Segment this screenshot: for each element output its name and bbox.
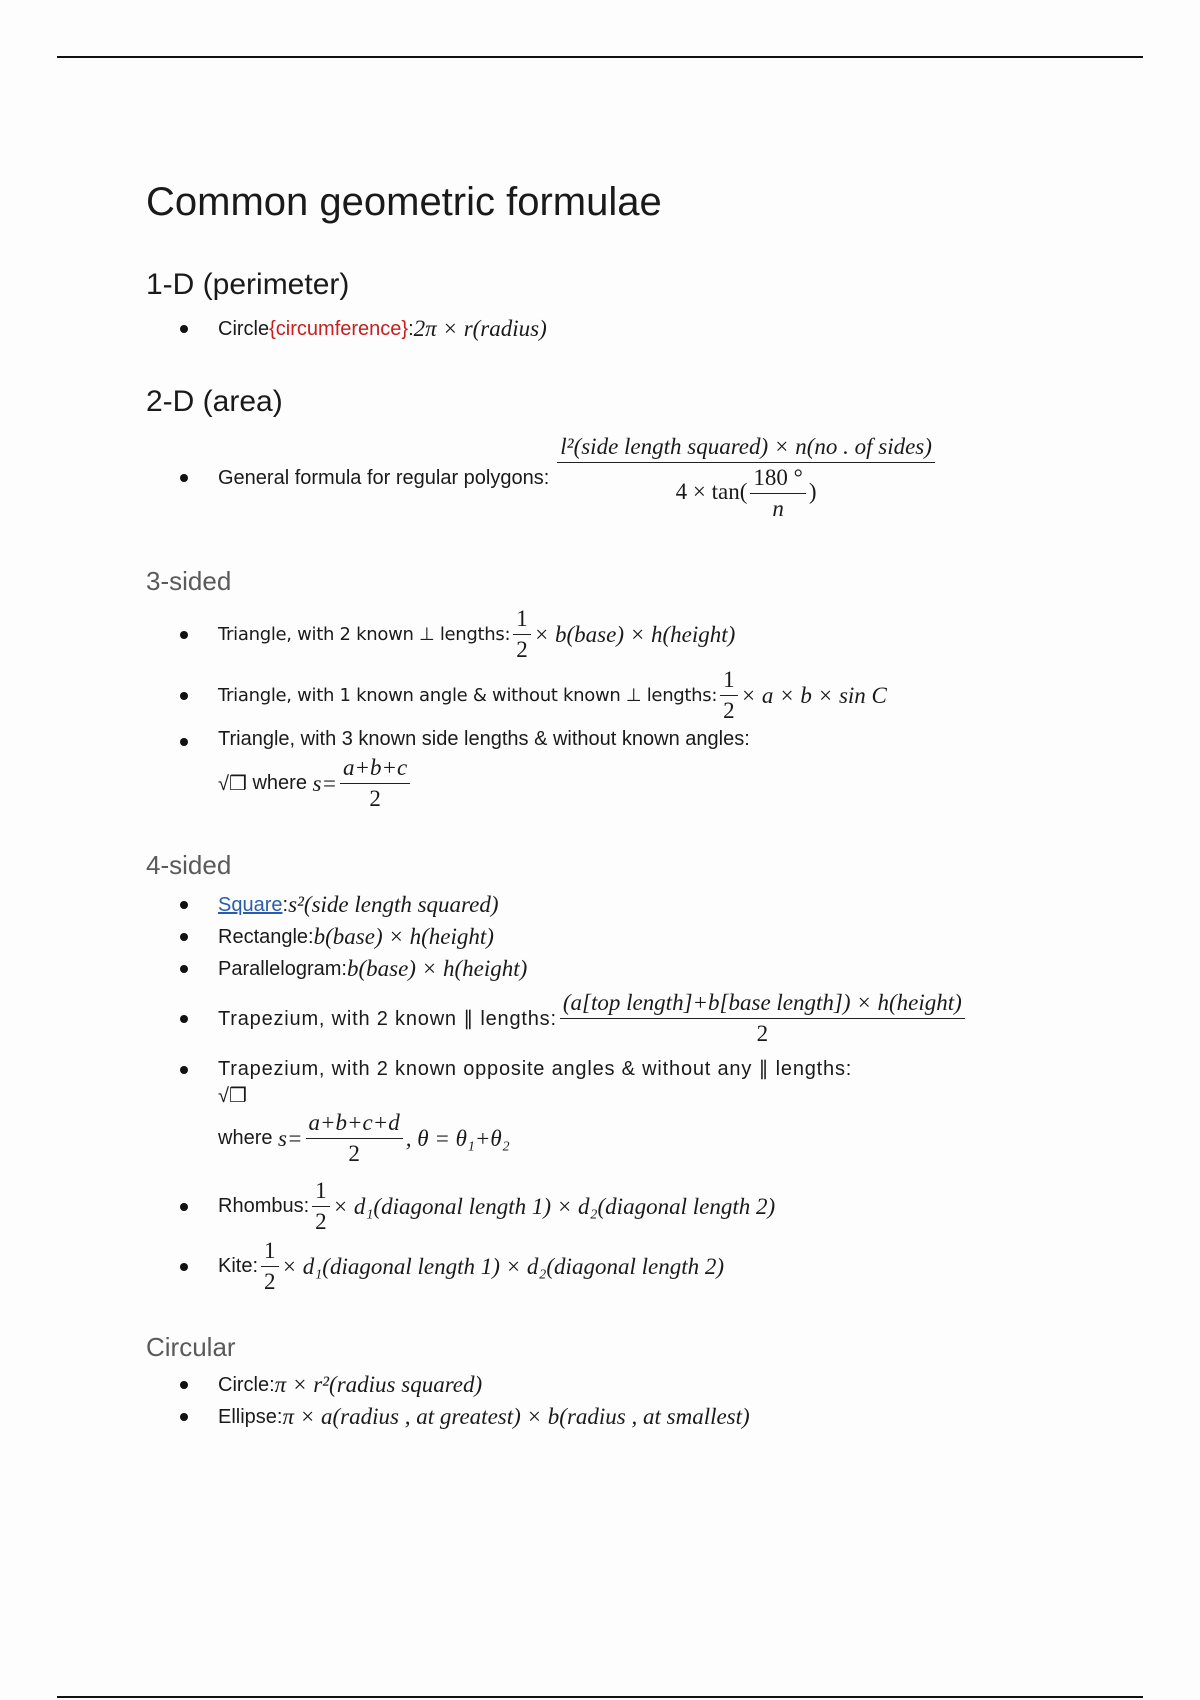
list-item [218,316,547,342]
list-item [218,1372,482,1398]
half-fraction [513,606,531,663]
item-label: Rectangle: [218,925,314,948]
bullet-icon [180,1066,188,1074]
bullet-icon [180,965,188,973]
fraction-denominator: 2 [369,786,381,811]
heading-circular: Circular [146,1332,236,1362]
heron-formula [218,755,750,812]
item-label: Trapezium, with 2 known opposite angles & without any ∥ lengths: [218,1058,853,1080]
list-item [218,728,750,812]
sqrt-placeholder: √❒ [218,773,247,795]
formula: b(base) × h(height) [346,956,528,981]
denominator-suffix: ) [808,478,817,504]
list-item [218,667,887,724]
item-label: Triangle, with 1 known angle & without known ⊥ lengths: [218,685,718,706]
formula: × d₁(diagonal length 1) × d₂(diagonal length 2) [332,1193,776,1219]
bullet-icon [180,1015,188,1023]
item-label: Triangle, with 2 known ⊥ lengths: [218,624,511,645]
list-item [218,1404,750,1430]
s-symbol: s= [312,770,337,796]
fraction-denominator: 2 [756,1021,769,1046]
numerator: l²(side length squared) × n(no . of sides) [557,434,935,463]
bullet-icon [180,1203,188,1211]
denominator-prefix: 4 × tan( [675,478,748,504]
heading-1d: 1-D (perimeter) [146,268,350,301]
fraction-numerator: 1 [312,1178,330,1207]
colon: : [282,893,289,916]
bullet-icon [180,692,188,700]
list-item [218,1238,724,1295]
item-label: Circle [218,317,270,340]
half-fraction [261,1238,279,1295]
bullet-icon [180,933,188,941]
heading-3-sided: 3-sided [146,566,232,596]
item-label: General formula for regular polygons: [218,466,550,489]
angle: 180 ° [750,465,805,494]
formula: 2π × r(radius) [413,316,547,341]
angle-denominator: n [772,496,784,521]
item-label: Triangle, with 3 known side lengths & without known angles: [218,728,750,750]
circumference-note: {circumference} [269,317,409,340]
formula: × b(base) × h(height) [533,621,736,647]
item-label: Parallelogram: [218,957,347,980]
angle-fraction [750,465,805,522]
fraction-denominator: 2 [723,698,735,723]
fraction-numerator: 1 [720,667,738,696]
fraction-numerator: a+b+c [340,755,410,784]
heading-4-sided: 4-sided [146,850,232,880]
list-item [218,606,735,663]
formula: b(base) × h(height) [313,924,494,949]
where-text: where [246,772,313,794]
item-label: Circle: [218,1373,275,1396]
sqrt-placeholder: √❒ [218,1085,247,1107]
item-label: Rhombus: [218,1195,310,1217]
square-link[interactable]: Square [218,893,283,916]
item-label: Kite: [218,1255,259,1277]
colon: : [408,317,414,340]
fraction-denominator: 2 [264,1269,276,1294]
bullet-icon [180,474,188,482]
list-item [218,956,527,982]
formula: π × r²(radius squared) [274,1372,483,1397]
bullet-icon [180,901,188,909]
theta-formula: , θ = θ₁+θ₂ [405,1125,510,1151]
list-item [218,924,494,950]
item-label: Ellipse: [218,1405,283,1428]
heading-2d: 2-D (area) [146,385,283,418]
s-symbol: s= [278,1125,303,1151]
list-item [218,1178,775,1235]
fraction-numerator: 1 [513,606,531,635]
denominator [676,463,817,522]
fraction-denominator: 2 [348,1141,360,1166]
list-item [218,990,968,1047]
formula: s²(side length squared) [288,892,499,917]
footer-rule [57,1696,1143,1698]
half-fraction [720,667,738,724]
list-item [218,434,938,522]
trapezium-where [218,1110,852,1167]
trapezium-fraction [560,990,965,1047]
bullet-icon [180,1381,188,1389]
where-text: where [218,1127,279,1149]
page-title: Common geometric formulae [146,180,662,224]
list-item [218,1056,852,1167]
fraction-denominator: 2 [516,637,528,662]
fraction-numerator: 1 [261,1238,279,1267]
semi-perimeter-fraction [306,1110,403,1167]
bullet-icon [180,1413,188,1421]
bullet-icon [180,631,188,639]
fraction-numerator: a+b+c+d [306,1110,403,1139]
bullet-icon [180,738,188,746]
item-label: Trapezium, with 2 known ∥ lengths: [218,1008,557,1030]
header-rule [57,56,1143,58]
formula: π × a(radius , at greatest) × b(radius , at smallest) [282,1404,750,1429]
formula: × a × b × sin C [740,682,887,708]
list-item [218,892,499,918]
semi-perimeter-fraction [340,755,410,812]
half-fraction [312,1178,330,1235]
formula: × d₁(diagonal length 1) × d₂(diagonal length 2) [281,1253,724,1279]
bullet-icon [180,1263,188,1271]
bullet-icon [180,325,188,333]
fraction-numerator: (a[top length]+b[base length]) × h(height) [560,990,965,1019]
polygon-formula [557,434,935,522]
fraction-denominator: 2 [315,1209,327,1234]
